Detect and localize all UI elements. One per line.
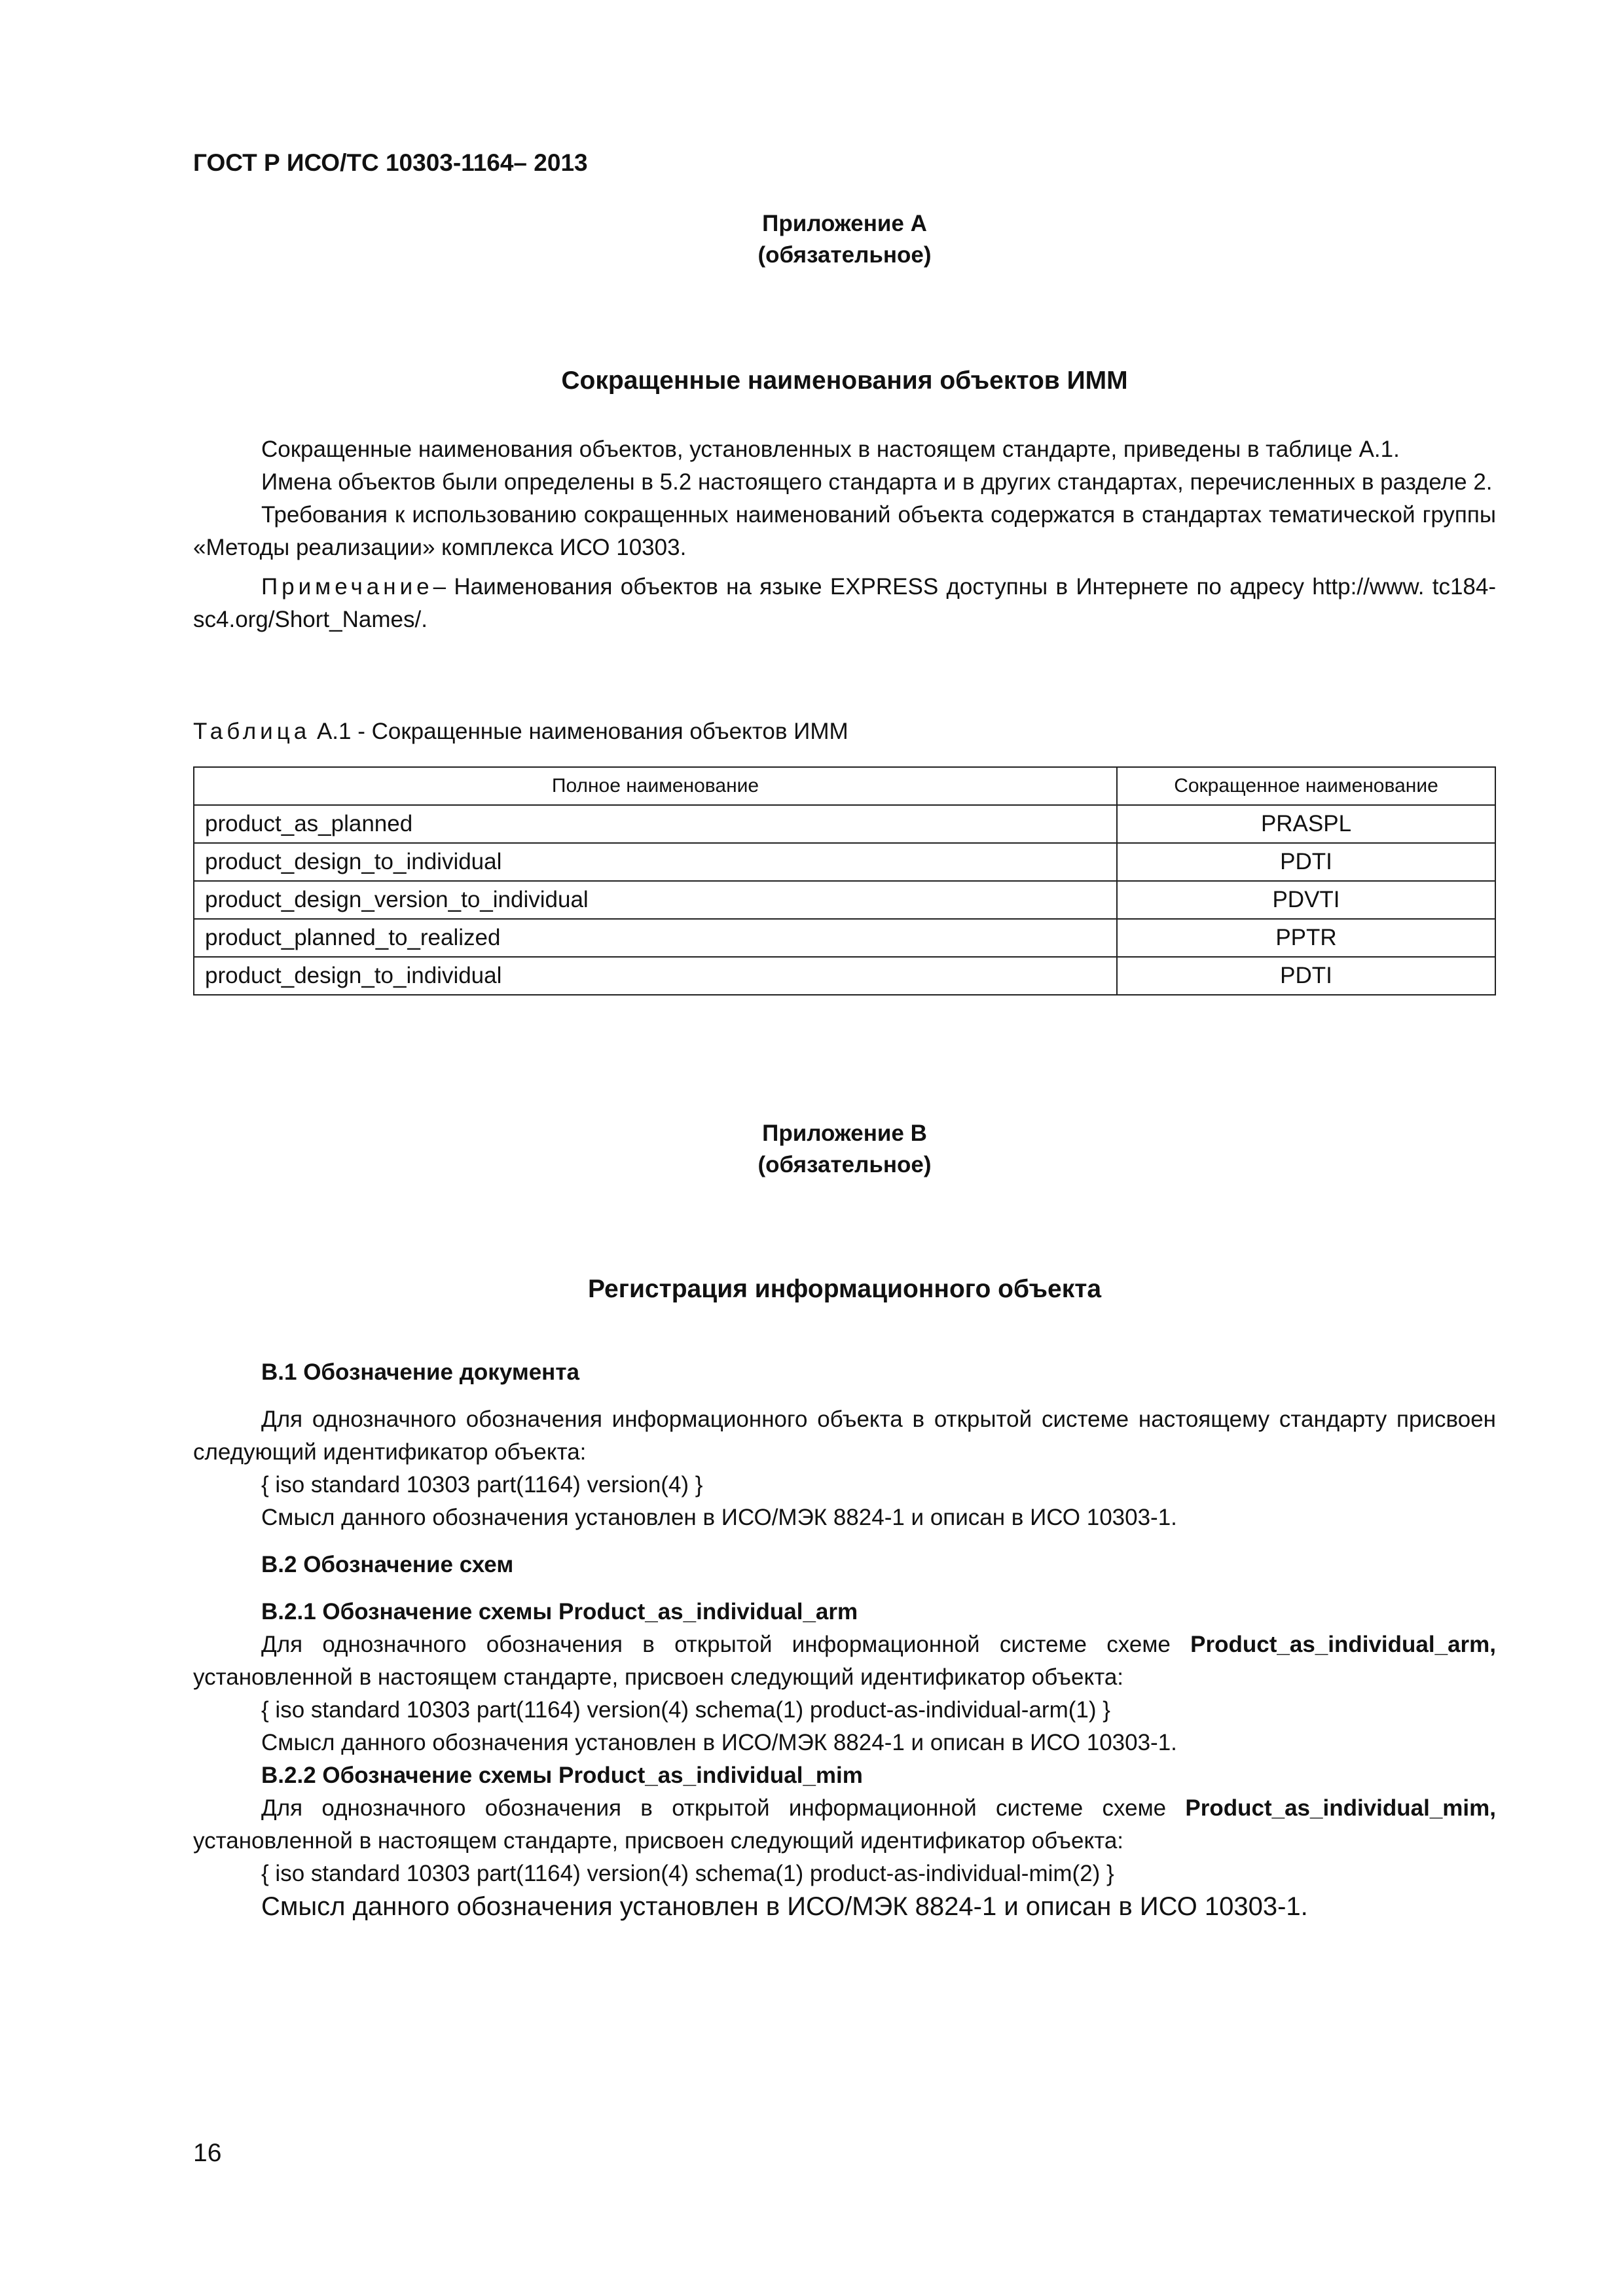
annex-a-paragraph-2: Имена объектов были определены в 5.2 настоящего стандарта и в других стандартах, перечисленных в разделе 2.: [261, 469, 1493, 495]
annex-a-title: Сокращенные наименования объектов ИММ: [561, 367, 1128, 395]
section-b21-heading: В.2.1 Обозначение схемы Product_as_individual_arm: [261, 1599, 858, 1624]
table-cell-full-name: product_design_to_individual: [194, 843, 1117, 881]
section-b1-meaning: Смысл данного обозначения установлен в ИСО/МЭК 8824-1 и описан в ИСО 10303-1.: [261, 1505, 1177, 1530]
section-b22-paragraph: [193, 1792, 1496, 1857]
section-b22-heading: В.2.2 Обозначение схемы Product_as_individual_mim: [261, 1763, 863, 1788]
short-names-table: [193, 766, 1496, 996]
section-b21-text-start: Для однозначного обозначения в открытой информационной системе схеме: [261, 1632, 1191, 1657]
table-row: [194, 843, 1495, 881]
table-header-full-name: Полное наименование: [194, 767, 1117, 805]
section-b1-heading: В.1 Обозначение документа: [261, 1359, 579, 1385]
section-b1-paragraph: Для однозначного обозначения информационного объекта в открытой системе настоящему стандарту присвоен следующий идентификатор объекта:: [193, 1407, 1496, 1465]
table-cell-short-name: PDVTI: [1117, 881, 1495, 919]
schema-name-arm: Product_as_individual_arm,: [1190, 1632, 1496, 1657]
section-b22-text-end: установленной в настоящем стандарте, присвоен следующий идентификатор объекта:: [193, 1828, 1124, 1854]
annex-b-status: (обязательное): [757, 1152, 932, 1177]
annex-a-note: [193, 571, 1496, 636]
note-text: – Наименования объектов на языке EXPRESS доступны в Интернете по адресу http://www. tc184-sc4.org/Short_Names/.: [193, 574, 1496, 632]
table-cell-short-name: PRASPL: [1117, 805, 1495, 843]
annex-a-heading: [193, 208, 1496, 271]
table-caption-text: А.1 - Сокращенные наименования объектов ИММ: [310, 719, 848, 744]
section-b22-text-start: Для однозначного обозначения в открытой информационной системе схеме: [261, 1795, 1186, 1821]
page-number: 16: [193, 2139, 222, 2167]
table-cell-short-name: PDTI: [1117, 957, 1495, 995]
annex-b-body: [193, 1356, 1496, 1923]
table-cell-full-name: product_design_version_to_individual: [194, 881, 1117, 919]
table-caption-label: Таблица: [193, 719, 311, 744]
section-b21-paragraph: [193, 1628, 1496, 1694]
table-cell-full-name: product_design_to_individual: [194, 957, 1117, 995]
table-row: [194, 919, 1495, 957]
schema-name-mim: Product_as_individual_mim,: [1185, 1795, 1496, 1821]
annex-a-paragraph-3: Требования к использованию сокращенных наименований объекта содержатся в стандартах тематической группы «Методы реализации» комплекса ИСО 10303.: [193, 502, 1496, 560]
section-b21-text-end: установленной в настоящем стандарте, присвоен следующий идентификатор объекта:: [193, 1664, 1124, 1690]
note-label: Примечание: [261, 574, 433, 600]
section-b1-identifier: { iso standard 10303 part(1164) version(4) }: [261, 1472, 703, 1498]
section-b21-meaning: Смысл данного обозначения установлен в ИСО/МЭК 8824-1 и описан в ИСО 10303-1.: [261, 1730, 1177, 1755]
table-row: [194, 957, 1495, 995]
table-cell-full-name: product_as_planned: [194, 805, 1117, 843]
section-b22-meaning: Смысл данного обозначения установлен в ИСО/МЭК 8824-1 и описан в ИСО 10303-1.: [261, 1892, 1308, 1921]
table-row: [194, 881, 1495, 919]
annex-a-status: (обязательное): [757, 242, 932, 268]
annex-b-heading: [193, 1118, 1496, 1181]
table-caption: [193, 719, 848, 745]
annex-a-paragraph-1: Сокращенные наименования объектов, установленных в настоящем стандарте, приведены в таблице А.1.: [261, 437, 1400, 462]
document-designation: ГОСТ Р ИСО/ТС 10303-1164– 2013: [193, 149, 588, 176]
section-b2-heading: В.2 Обозначение схем: [261, 1552, 514, 1577]
section-b21-identifier: { iso standard 10303 part(1164) version(4) schema(1) product-as-individual-arm(1) }: [261, 1697, 1110, 1723]
table-header-row: [194, 767, 1495, 805]
table-header-short-name: Сокращенное наименование: [1117, 767, 1495, 805]
annex-a-label: Приложение А: [762, 211, 927, 236]
table-cell-full-name: product_planned_to_realized: [194, 919, 1117, 957]
annex-a-body: [193, 433, 1496, 636]
annex-b-title: Регистрация информационного объекта: [587, 1275, 1102, 1303]
table-row: [194, 805, 1495, 843]
annex-b-label: Приложение В: [762, 1121, 927, 1146]
table-cell-short-name: PPTR: [1117, 919, 1495, 957]
table-cell-short-name: PDTI: [1117, 843, 1495, 881]
section-b22-identifier: { iso standard 10303 part(1164) version(4) schema(1) product-as-individual-mim(2) }: [261, 1861, 1114, 1886]
